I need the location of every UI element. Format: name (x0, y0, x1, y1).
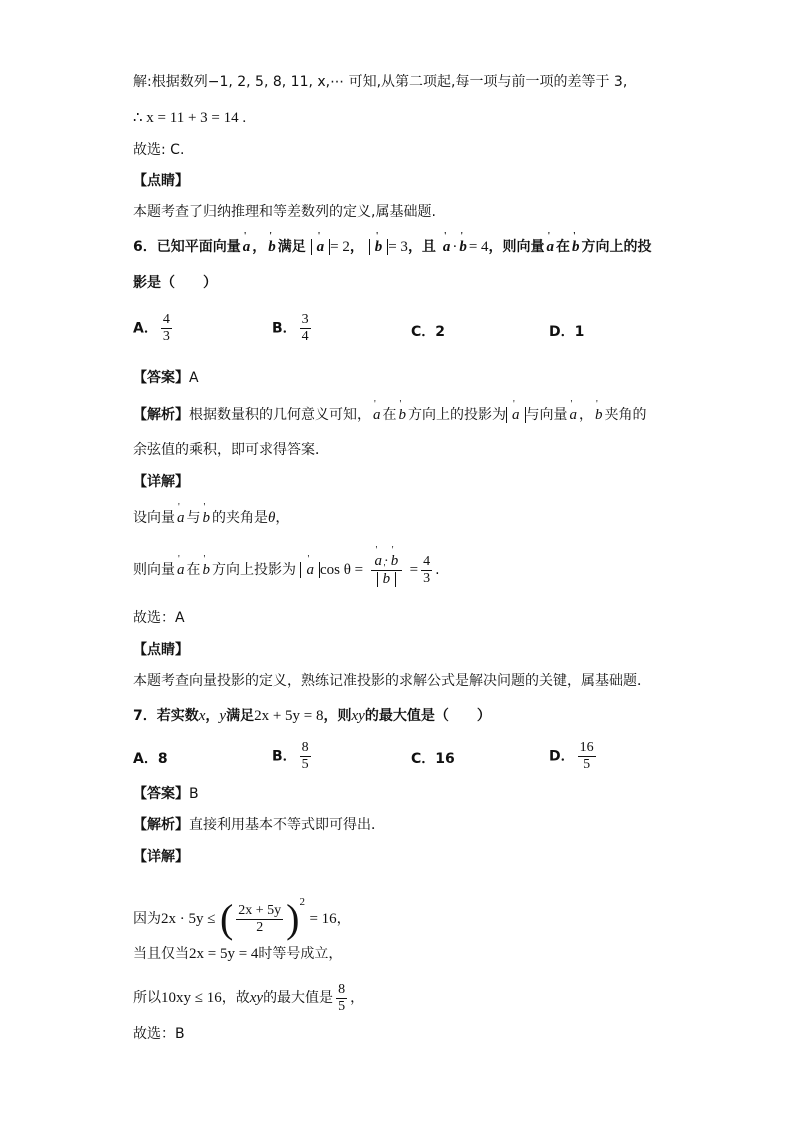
q7-choice-line: 故选：B (133, 1026, 185, 1042)
q6-dianjing-text: 本题考查向量投影的定义，熟练记准投影的求解公式是解决问题的关键，属基础题． (133, 673, 651, 689)
q7-option-d: D． $\frac{16}{5}$ (549, 740, 594, 772)
q6-choice-line: 故选：A (133, 610, 185, 626)
q7-option-a: A．8 (133, 751, 168, 767)
q6-stem-line2: 影是（ ） (133, 275, 217, 291)
q7-analysis: 【解析】直接利用基本不等式即可得出． (133, 817, 385, 833)
q6-option-c: C．2 (411, 324, 446, 340)
q6-answer: 【答案】A (133, 370, 199, 386)
q5-calc-line: ∴ x = 11 + 3 = 14 . (133, 110, 247, 126)
q6-detail-line2: 则向量' a 在' b 方向上投影为 ' a cos θ = ' a ·' b ' b = $\frac{4}{3}$ . (133, 552, 440, 588)
q7-stem: 7．若实数x，y满足2x + 5y = 8，则xy的最大值是（ ） (133, 708, 491, 724)
q7-detail-line2: 当且仅当2x = 5y = 4时等号成立， (133, 946, 343, 962)
q6-stem-line1: 6．已知平面向量' a ，' b 满足 ' a = 2， ' b = 3，且 ' a ·' b = 4，则向量' a 在' b 方向上的投 (133, 237, 652, 257)
q5-dianjing-label: 【点睛】 (133, 173, 189, 189)
q6-detail-line1: 设向量' a 与' b 的夹角是θ， (133, 508, 289, 528)
q6-detail-label: 【详解】 (133, 474, 189, 490)
q7-detail-label: 【详解】 (133, 849, 189, 865)
q6-analysis-line1: 【解析】根据数量积的几何意义可知，' a 在' b 方向上的投影为' a 与向量' a ，' b 夹角的 (133, 405, 647, 425)
q6-option-b: B． $\frac{3}{4}$ (272, 312, 309, 344)
q7-option-b: B． $\frac{8}{5}$ (272, 740, 309, 772)
q5-solution-line: 解:根据数列−1, 2, 5, 8, 11, x,⋯ 可知,从第二项起,每一项与前一项的差等于 3, (133, 74, 628, 90)
q5-choice-line: 故选: C. (133, 142, 185, 158)
q7-detail-line1: 因为2x · 5y ≤ ( $\frac{2x + 5y}{2}$ )$^2$ = 16， (133, 896, 351, 941)
q7-answer: 【答案】B (133, 786, 199, 802)
q6-option-d: D．1 (549, 324, 585, 340)
q7-detail-line3: 所以10xy ≤ 16，故xy的最大值是 $\frac{8}{5}$ ， (133, 981, 365, 1014)
q5-dianjing-text: 本题考查了归纳推理和等差数列的定义,属基础题. (133, 204, 436, 220)
q7-option-c: C．16 (411, 751, 455, 767)
q6-analysis-line2: 余弦值的乘积，即可求得答案． (133, 442, 329, 458)
q6-option-a: A． $\frac{4}{3}$ (133, 312, 170, 344)
q6-dianjing-label: 【点睛】 (133, 642, 189, 658)
